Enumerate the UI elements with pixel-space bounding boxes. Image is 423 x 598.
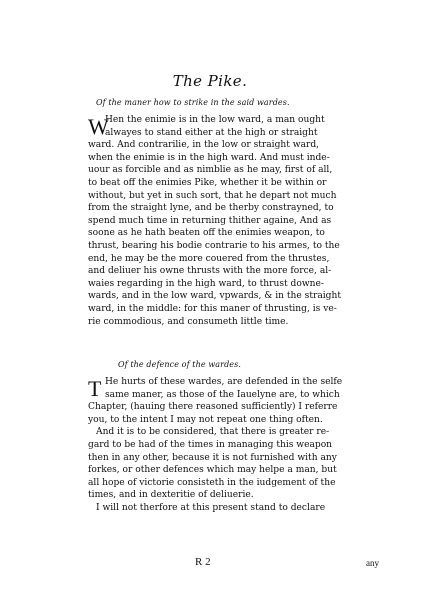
running-head: The Pike. (172, 72, 248, 90)
text-line: without, but yet in such sort, that he depart not much (88, 190, 337, 201)
text-line: I will not therfore at this present stand to declare (96, 502, 326, 513)
section-heading-defence: Of the defence of the wardes. (118, 360, 241, 369)
text-line: And it is to be considered, that there is greater re- (96, 427, 330, 438)
text-line: same maner, as those of the Iauelyne are, to which (105, 389, 340, 400)
text-line: soone as he hath beaten off the enimies weapon, to (88, 228, 325, 239)
text-line: to beat off the enimies Pike, whether it be within or (88, 177, 327, 188)
drop-capital-t: T (88, 376, 102, 401)
text-line: waies regarding in the high ward, to thrust downe- (88, 278, 324, 289)
text-line: He hurts of these wardes, are defended in the selfe (105, 377, 343, 387)
paragraph-defence (88, 376, 388, 515)
text-line: wards, and in the low ward, vpwards, & in the straight (88, 291, 341, 302)
text-line: then in any other, because it is not furnished with any (88, 452, 337, 463)
text-line: ward, in the middle: for this maner of thrusting, is ve- (88, 303, 337, 314)
text-line: gard to be had of the times in managing this weapon (88, 439, 333, 450)
text-line: rie commodious, and consumeth little time. (88, 316, 289, 327)
text-line: Chapter, (hauing there reasoned sufficiently) I referre (88, 402, 338, 413)
text-line: uour as forcible and as nimblie as he may, first of all, (88, 165, 333, 176)
paragraph-strike (88, 114, 388, 328)
signature-mark: R 2 (195, 556, 211, 568)
drop-capital-w: W (88, 114, 109, 139)
text-line: when the enimie is in the high ward. And must inde- (88, 152, 330, 163)
text-line: ward. And contrarilie, in the low or straight ward, (88, 140, 320, 151)
text-line: and deliuer his owne thrusts with the more force, al- (88, 266, 332, 277)
text-line: end, he may be the more couered from the thrustes, (88, 253, 330, 264)
text-line: all hope of victorie consisteth in the iudgement of the (88, 477, 336, 488)
text-line: alwayes to stand either at the high or straight (105, 127, 318, 138)
text-line: times, and in dexteritie of deliuerie. (88, 490, 254, 501)
text-line: spend much time in returning thither againe, And as (88, 215, 332, 226)
catchword: any (366, 558, 379, 568)
text-line: from the straight lyne, and be therby constrayned, to (88, 203, 334, 214)
text-line: thrust, bearing his bodie contrarie to his armes, to the (88, 240, 340, 251)
section-heading-strike: Of the maner how to strike in the said wardes. (96, 98, 290, 107)
text-line: forkes, or other defences which may helpe a man, but (88, 465, 337, 476)
text-line: Hen the enimie is in the low ward, a man ought (105, 115, 325, 125)
text-line: you, to the intent I may not repeat one thing often. (88, 414, 323, 425)
